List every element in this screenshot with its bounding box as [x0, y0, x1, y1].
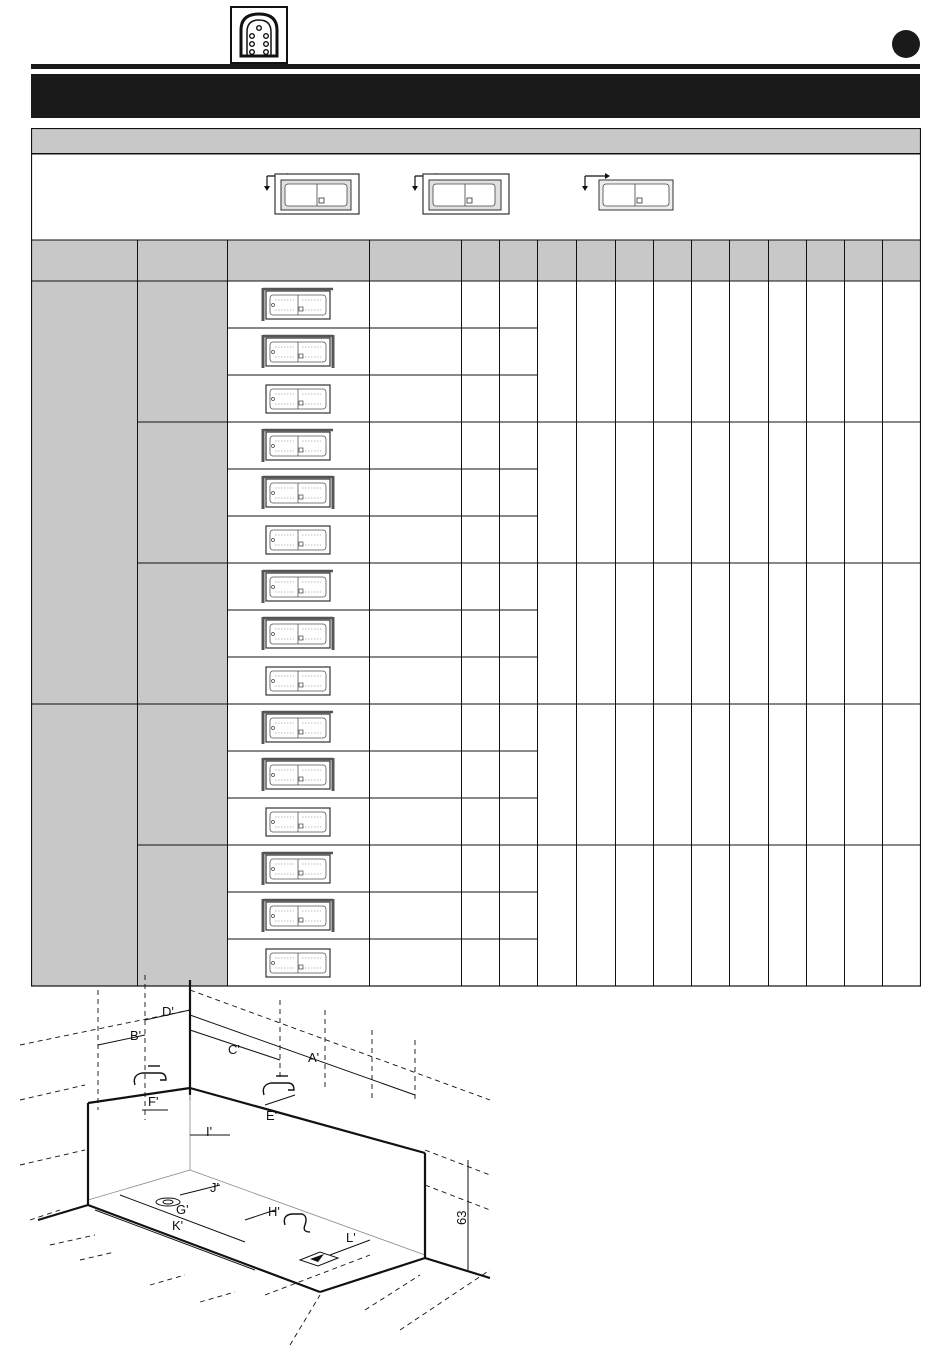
extension-lines	[20, 975, 490, 1345]
merged-dimension-cell	[616, 281, 654, 422]
table-cell	[500, 375, 538, 422]
table-cell	[370, 375, 462, 422]
table-cell	[370, 469, 462, 516]
merged-dimension-cell	[769, 704, 807, 845]
table-cell	[500, 798, 538, 845]
merged-dimension-cell	[538, 704, 577, 845]
table-cell	[370, 422, 462, 469]
merged-dimension-cell	[845, 704, 883, 845]
table-cell	[500, 751, 538, 798]
dimension-label: C'	[228, 1042, 240, 1057]
table-cell	[370, 798, 462, 845]
table-cell	[462, 422, 500, 469]
tub-thumbnail-icon	[266, 526, 330, 554]
tub-thumbnail-icon	[266, 291, 330, 319]
merged-dimension-cell	[692, 281, 730, 422]
table-cell	[370, 657, 462, 704]
merged-dimension-cell	[538, 422, 577, 563]
table-cell	[500, 610, 538, 657]
merged-dimension-cell	[845, 563, 883, 704]
table-cell	[462, 657, 500, 704]
table-cell	[500, 469, 538, 516]
table-cell	[370, 563, 462, 610]
dimension-label: E'	[266, 1108, 278, 1123]
merged-dimension-cell	[730, 845, 769, 986]
merged-dimension-cell	[769, 281, 807, 422]
table-cell	[370, 751, 462, 798]
merged-dimension-cell	[692, 845, 730, 986]
merged-dimension-cell	[577, 563, 616, 704]
tub-thumbnail-icon	[266, 338, 330, 366]
table-title-row	[32, 129, 921, 154]
tub-interior	[88, 1095, 425, 1255]
merged-dimension-cell	[807, 563, 845, 704]
merged-dimension-cell	[883, 281, 921, 422]
table-cell	[500, 516, 538, 563]
tub-thumbnail-icon	[266, 714, 330, 742]
merged-dimension-cell	[577, 281, 616, 422]
tub-thumbnail-icon	[266, 808, 330, 836]
table-cell	[462, 516, 500, 563]
dimension-label: F'	[148, 1094, 159, 1109]
merged-dimension-cell	[538, 563, 577, 704]
merged-dimension-cell	[730, 704, 769, 845]
table-cell	[462, 281, 500, 328]
table-cell	[462, 704, 500, 751]
dimension-label: G'	[176, 1202, 189, 1217]
subgroup-cell	[138, 845, 228, 986]
tub-thumbnail-icon	[266, 479, 330, 507]
tub-thumbnail-icon	[266, 385, 330, 413]
merged-dimension-cell	[616, 422, 654, 563]
merged-dimension-cell	[883, 563, 921, 704]
merged-dimension-cell	[730, 563, 769, 704]
merged-dimension-cell	[883, 422, 921, 563]
merged-dimension-cell	[807, 422, 845, 563]
table-cell	[462, 845, 500, 892]
table-cell	[462, 892, 500, 939]
dimension-label: D'	[162, 1004, 174, 1019]
merged-dimension-cell	[654, 704, 692, 845]
merged-dimension-cell	[883, 845, 921, 986]
orientation-icon-2	[412, 173, 509, 214]
section-title-bar	[31, 74, 920, 118]
merged-dimension-cell	[883, 704, 921, 845]
merged-dimension-cell	[807, 281, 845, 422]
subgroup-cell	[138, 563, 228, 704]
bathtub-dimension-diagram	[20, 970, 500, 1355]
table-cell	[462, 563, 500, 610]
merged-dimension-cell	[577, 704, 616, 845]
tub-thumbnail-icon	[266, 573, 330, 601]
merged-dimension-cell	[654, 281, 692, 422]
table-cell	[370, 892, 462, 939]
table-cell	[500, 328, 538, 375]
table-cell	[370, 704, 462, 751]
tub-thumbnail-icon	[266, 761, 330, 789]
tub-thumbnail-icon	[266, 432, 330, 460]
merged-dimension-cell	[692, 704, 730, 845]
merged-dimension-cell	[845, 281, 883, 422]
merged-dimension-cell	[538, 845, 577, 986]
merged-dimension-cell	[845, 845, 883, 986]
table-cell	[462, 375, 500, 422]
table-cell	[462, 328, 500, 375]
merged-dimension-cell	[577, 845, 616, 986]
table-cell	[370, 845, 462, 892]
table-cell	[462, 798, 500, 845]
merged-dimension-cell	[616, 563, 654, 704]
orientation-icon-1	[264, 173, 359, 214]
merged-dimension-cell	[654, 845, 692, 986]
dimension-label: 63	[454, 1210, 469, 1225]
dimension-label: H'	[268, 1204, 280, 1219]
table-cell	[500, 657, 538, 704]
table-cell	[462, 751, 500, 798]
dimension-label: A'	[308, 1050, 320, 1065]
brand-logo-icon	[230, 6, 288, 64]
merged-dimension-cell	[730, 281, 769, 422]
faucets	[134, 1066, 310, 1232]
table-cell	[500, 422, 538, 469]
table-cell	[500, 704, 538, 751]
merged-dimension-cell	[807, 704, 845, 845]
merged-dimension-cell	[538, 281, 577, 422]
subgroup-cell	[138, 704, 228, 845]
merged-dimension-cell	[616, 845, 654, 986]
tub-outline	[38, 980, 490, 1292]
table-cell	[370, 281, 462, 328]
merged-dimension-cell	[730, 422, 769, 563]
merged-dimension-cell	[769, 845, 807, 986]
subgroup-cell	[138, 281, 228, 422]
table-cell	[500, 563, 538, 610]
table-cell	[462, 469, 500, 516]
tub-thumbnail-icon	[266, 620, 330, 648]
dimension-label: B'	[130, 1028, 142, 1043]
merged-dimension-cell	[769, 422, 807, 563]
tub-thumbnail-icon	[266, 667, 330, 695]
table-cell	[500, 281, 538, 328]
merged-dimension-cell	[577, 422, 616, 563]
tub-thumbnail-icon	[266, 902, 330, 930]
tub-thumbnail-icon	[266, 855, 330, 883]
merged-dimension-cell	[845, 422, 883, 563]
group-cell-2	[32, 704, 138, 986]
table-cell	[370, 516, 462, 563]
header-rule	[31, 64, 920, 69]
table-cell	[462, 610, 500, 657]
table-cell	[370, 328, 462, 375]
table-cell	[500, 939, 538, 986]
merged-dimension-cell	[692, 563, 730, 704]
merged-dimension-cell	[654, 563, 692, 704]
dimension-label: J'	[210, 1180, 219, 1195]
group-cell-1	[32, 281, 138, 704]
table-cell	[370, 610, 462, 657]
table-cell	[500, 892, 538, 939]
merged-dimension-cell	[807, 845, 845, 986]
dimension-label: L'	[346, 1230, 356, 1245]
merged-dimension-cell	[616, 704, 654, 845]
table-cell	[500, 845, 538, 892]
dimension-lines	[95, 1010, 468, 1270]
column-header-row	[32, 240, 921, 281]
dimensions-table	[31, 128, 921, 990]
merged-dimension-cell	[769, 563, 807, 704]
merged-dimension-cell	[654, 422, 692, 563]
dimension-label: I'	[206, 1124, 213, 1139]
subgroup-cell	[138, 422, 228, 563]
merged-dimension-cell	[692, 422, 730, 563]
page-marker-dot	[892, 30, 920, 58]
dimension-label: K'	[172, 1218, 184, 1233]
